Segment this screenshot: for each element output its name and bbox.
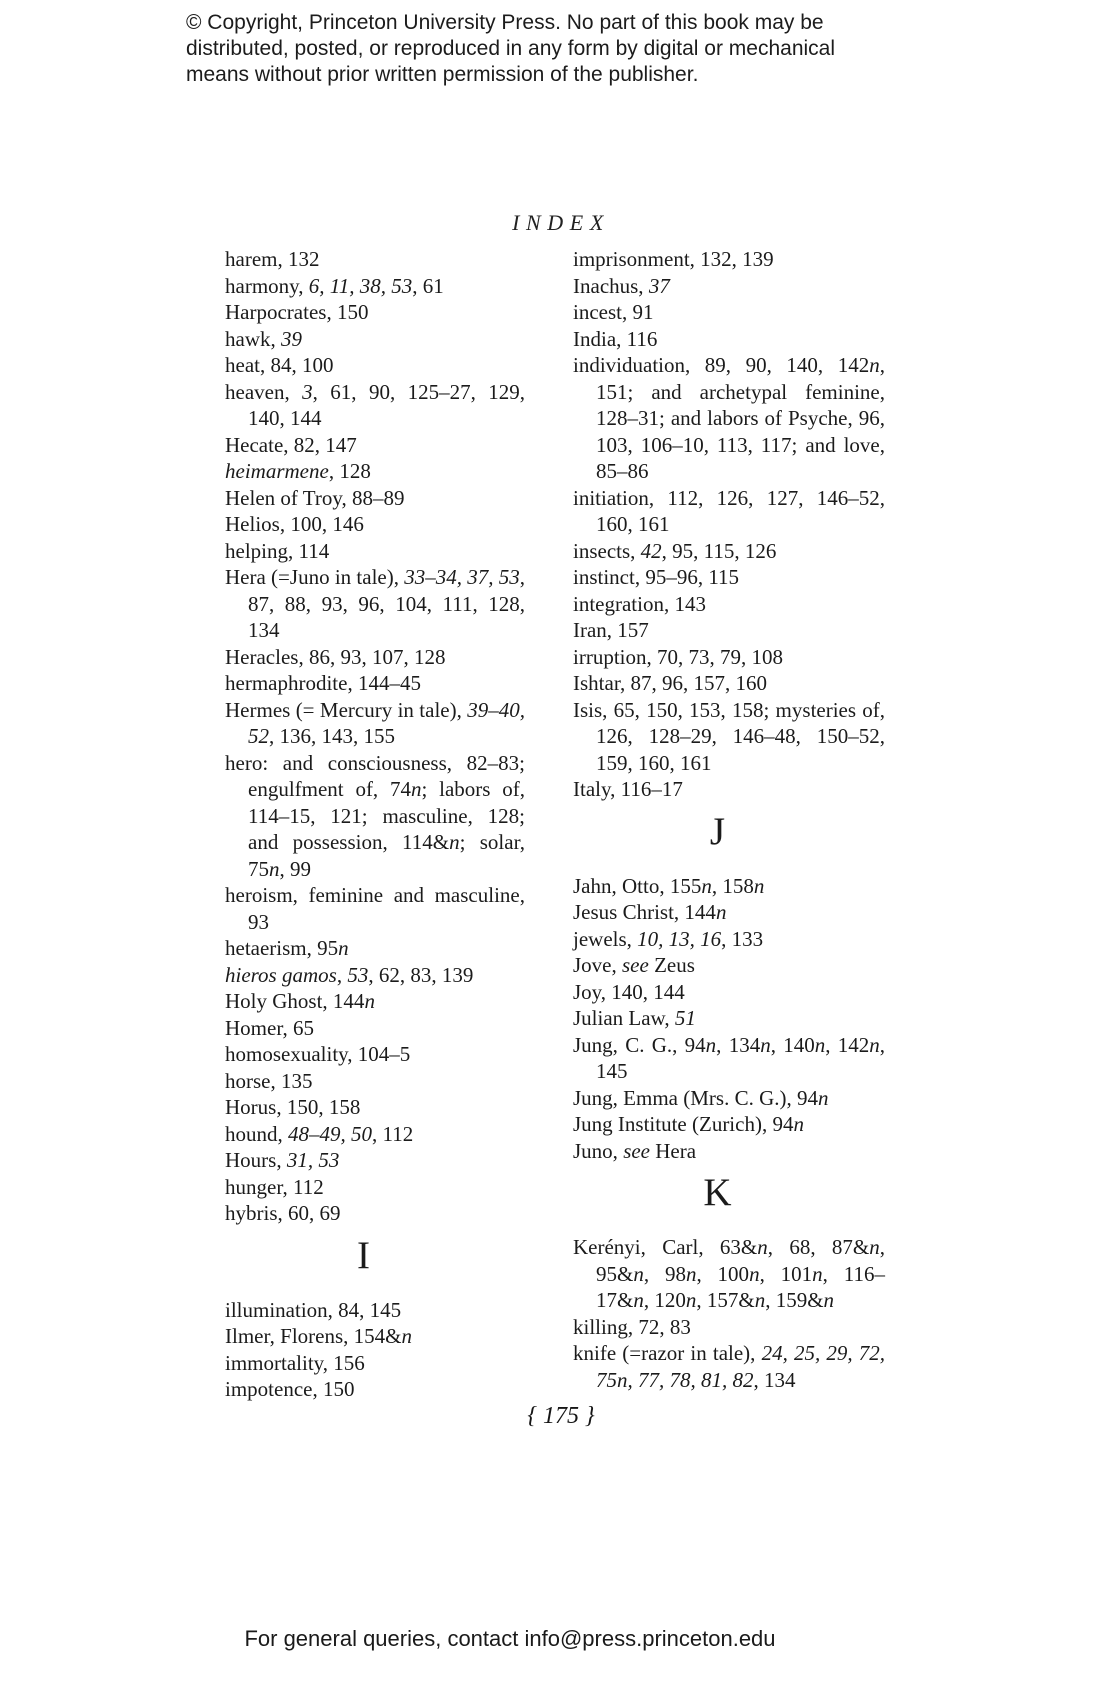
entry-text-italic: 39	[281, 326, 302, 351]
entry-text: Horus, 150, 158	[225, 1095, 361, 1119]
index-entry	[573, 1005, 885, 1032]
entry-text: imprisonment, 132, 139	[573, 247, 774, 271]
entry-text: Jove,	[573, 953, 622, 977]
index-entry	[573, 1032, 885, 1085]
index-entry	[573, 299, 885, 326]
index-entry	[225, 882, 525, 935]
entry-text: Inachus,	[573, 273, 649, 298]
index-entry	[225, 246, 525, 273]
entry-text: Harpocrates, 150	[225, 300, 369, 324]
entry-text: Jung Institute (Zurich), 94	[573, 1112, 794, 1136]
index-entry	[573, 1340, 885, 1393]
entry-text: , 116–17&	[596, 1261, 885, 1312]
index-entry	[225, 1200, 525, 1227]
index-entry	[573, 246, 885, 273]
index-entry	[573, 952, 885, 979]
entry-text: immortality, 156	[225, 1350, 365, 1375]
index-entry	[225, 935, 525, 962]
entry-text: hetaerism, 95	[225, 936, 339, 960]
index-entry	[573, 873, 885, 900]
section-letter: J	[709, 809, 726, 853]
index-entry	[573, 776, 885, 803]
entry-text: Ilmer, Florens, 154&	[225, 1324, 402, 1348]
entry-text: impotence, 150	[225, 1377, 355, 1401]
index-entry	[573, 1234, 885, 1314]
entry-text: ; labors of, 114–15, 121; masculine, 128; and possession, 114&	[248, 777, 525, 854]
index-entry	[225, 1041, 525, 1068]
entry-text: incest, 91	[573, 300, 654, 324]
entry-text-italic: n	[449, 830, 460, 854]
entry-text: Helen of Troy, 88–89	[225, 485, 405, 510]
entry-text: Hecate, 82, 147	[225, 432, 357, 457]
index-entry	[573, 979, 885, 1006]
index-entry	[225, 485, 525, 512]
entry-text-italic: 3	[302, 379, 313, 404]
entry-text-italic: see	[622, 953, 649, 977]
entry-text: Holy Ghost, 144	[225, 989, 365, 1013]
entry-text-italic: n	[869, 1032, 880, 1057]
index-entry	[225, 644, 525, 671]
entry-text-italic: 37	[648, 273, 670, 298]
entry-text: , 145	[596, 1032, 886, 1083]
index-entry	[573, 617, 885, 644]
entry-text: ; solar, 75	[248, 830, 525, 881]
index-entry	[225, 697, 525, 750]
entry-text-italic: 31, 53	[286, 1148, 340, 1172]
entry-text: , 98	[643, 1261, 686, 1286]
index-entry	[573, 273, 885, 300]
index-entry	[225, 458, 525, 485]
entry-text-italic: n	[410, 777, 422, 801]
entry-text: hybris, 60, 69	[225, 1201, 341, 1225]
entry-text-italic: n	[401, 1324, 412, 1348]
copyright-line: distributed, posted, or reproduced in any form by digital or mechanical	[186, 37, 836, 60]
entry-text: , 133	[721, 926, 764, 951]
index-entry	[225, 670, 525, 697]
index-entry	[225, 962, 525, 989]
entry-text: , 120	[643, 1288, 686, 1312]
entry-text: , 134	[753, 1367, 796, 1392]
entry-text: , 99	[279, 856, 311, 881]
entry-text: homosexuality, 104–5	[225, 1042, 411, 1066]
index-heading: INDEX	[512, 210, 610, 235]
entry-text: , 61, 90, 125–27, 129, 140, 144	[248, 379, 525, 430]
entry-text: Iran, 157	[573, 618, 649, 642]
entry-text: Isis, 65, 150, 153, 158; mysteries of, 126, 128–29, 146–48, 150–52, 159, 160, 161	[573, 697, 885, 775]
entry-text-italic: 53	[347, 962, 369, 987]
entry-text: , 68, 87&	[767, 1235, 870, 1259]
section-letter: I	[357, 1233, 370, 1277]
entry-text: , 151; and archetypal feminine, 128–31; and labors of Psyche, 96, 103, 106–10, 113, 117; and love, 85–86	[596, 353, 885, 483]
entry-text-italic: n	[757, 1235, 768, 1259]
entry-text-italic: n	[715, 900, 727, 924]
index-entry	[225, 1015, 525, 1042]
entry-text-italic: n	[338, 936, 349, 960]
entry-text: Zeus	[648, 953, 695, 977]
index-entry	[573, 926, 885, 953]
entry-text: hermaphrodite, 144–45	[225, 671, 421, 695]
entry-text-italic: n	[685, 1288, 697, 1312]
copyright-line: © Copyright, Princeton University Press. No part of this book may be	[186, 11, 824, 34]
index-entry	[225, 988, 525, 1015]
entry-text: , 112	[372, 1121, 414, 1146]
index-entry	[573, 697, 885, 777]
entry-text: heat, 84, 100	[225, 353, 334, 377]
entry-text-italic: 6, 11, 38, 53	[308, 273, 413, 298]
index-entry	[225, 1297, 525, 1324]
entry-text: hunger, 112	[225, 1174, 324, 1199]
index-column-left	[225, 246, 525, 1403]
index-entry	[573, 899, 885, 926]
entry-text: Homer, 65	[225, 1015, 314, 1040]
entry-text: Julian Law,	[573, 1006, 675, 1030]
entry-text-italic: n	[364, 989, 375, 1013]
index-entry	[225, 1068, 525, 1095]
entry-text-italic: see	[623, 1138, 651, 1163]
entry-text: , 140	[770, 1032, 815, 1057]
entry-text: , 95, 115, 126	[661, 538, 777, 563]
entry-text: Jung, C. G., 94	[573, 1032, 706, 1057]
entry-text: Jesus Christ, 144	[573, 900, 716, 924]
index-entry	[573, 1085, 885, 1112]
entry-text: , 159&	[765, 1288, 824, 1312]
index-entry	[573, 352, 885, 485]
entry-text: horse, 135	[225, 1068, 313, 1093]
entry-text-italic: n	[705, 1032, 717, 1057]
index-entry	[225, 273, 525, 300]
index-entry	[573, 538, 885, 565]
entry-text: Kerényi, Carl, 63&	[573, 1235, 758, 1259]
entry-text-italic: n	[701, 873, 712, 898]
entry-text: , 100	[696, 1261, 750, 1286]
entry-text: integration, 143	[573, 591, 706, 616]
entry-text: India, 116	[573, 326, 658, 351]
entry-text: Italy, 116–17	[573, 777, 683, 801]
copyright-notice	[186, 10, 876, 88]
entry-text-italic: 42	[640, 538, 662, 563]
entry-text-italic: n	[793, 1112, 804, 1136]
entry-text: illumination, 84, 145	[225, 1297, 402, 1322]
entry-text: Juno,	[573, 1138, 624, 1163]
entry-text: , 87, 88, 93, 96, 104, 111, 128, 134	[248, 565, 525, 642]
entry-text: , 62, 83, 139	[368, 962, 474, 987]
entry-text-italic: 48–49, 50	[288, 1121, 372, 1146]
entry-text: helping, 114	[225, 538, 330, 563]
entry-text-italic: heimarmene	[225, 459, 329, 483]
index-entry	[225, 1350, 525, 1377]
entry-text-italic: n	[818, 1085, 829, 1110]
entry-text: initiation, 112, 126, 127, 146–52, 160, 161	[573, 485, 885, 536]
entry-text-italic: n	[760, 1032, 771, 1057]
index-entry	[573, 1138, 885, 1165]
entry-text: , 142	[825, 1032, 870, 1057]
index-entry	[573, 564, 885, 591]
entry-text: heaven,	[225, 379, 303, 404]
entry-text: knife (=razor in tale),	[573, 1341, 762, 1365]
entry-text: jewels,	[573, 926, 638, 951]
entry-text-italic: 51	[674, 1006, 696, 1030]
entry-text: irruption, 70, 73, 79, 108	[573, 644, 783, 669]
entry-text-italic: 10, 13, 16	[637, 926, 722, 951]
entry-text-italic: 33–34, 37, 53	[404, 565, 520, 589]
index-entry	[225, 1174, 525, 1201]
entry-text: Jung, Emma (Mrs. C. G.), 94	[573, 1085, 818, 1110]
index-entry	[225, 564, 525, 644]
entry-text-italic: n	[633, 1261, 644, 1286]
entry-text: Joy, 140, 144	[573, 979, 685, 1004]
entry-text-italic: n	[814, 1032, 826, 1057]
index-entry	[573, 644, 885, 671]
index-entry	[225, 432, 525, 459]
entry-text-italic: n	[753, 873, 765, 898]
entry-text: instinct, 95–96, 115	[573, 565, 740, 589]
index-entry	[225, 1376, 525, 1403]
entry-text: Jahn, Otto, 155	[573, 873, 702, 898]
entry-text: Hours,	[225, 1148, 287, 1172]
entry-text: , 61	[412, 273, 444, 298]
entry-text: Heracles, 86, 93, 107, 128	[225, 644, 446, 669]
entry-text: Hera (=Juno in tale),	[225, 565, 405, 589]
entry-text-italic: n	[685, 1261, 697, 1286]
index-entry	[225, 379, 525, 432]
index-entry	[225, 538, 525, 565]
entry-text-italic: n	[269, 856, 280, 881]
index-entry	[225, 1323, 525, 1350]
entry-text: Hera	[650, 1138, 697, 1163]
index-entry	[225, 299, 525, 326]
entry-text: Ishtar, 87, 96, 157, 160	[573, 671, 767, 695]
index-entry	[225, 1121, 525, 1148]
section-letter: K	[703, 1171, 732, 1214]
entry-text: hound,	[225, 1121, 288, 1146]
entry-text: individuation, 89, 90, 140, 142	[573, 353, 870, 377]
index-entry	[225, 511, 525, 538]
entry-text-italic: hieros gamos	[225, 962, 337, 987]
index-entry	[573, 1111, 885, 1138]
entry-text: harem, 132	[225, 247, 320, 271]
entry-text: killing, 72, 83	[573, 1314, 691, 1339]
entry-text: heroism, feminine and masculine, 93	[225, 883, 525, 934]
copyright-line: means without prior written permission of the publisher.	[186, 63, 699, 86]
entry-text-italic: n	[869, 353, 880, 377]
index-entry	[225, 352, 525, 379]
entry-text: , 158	[711, 873, 754, 898]
footer-contact: For general queries, contact info@press.princeton.edu	[244, 1626, 776, 1651]
entry-text: hero: and consciousness, 82–83; engulfment of, 74	[225, 750, 525, 801]
entry-text: Helios, 100, 146	[225, 512, 364, 536]
entry-text-italic: n	[749, 1261, 760, 1286]
index-entry	[225, 326, 525, 353]
entry-text: , 134	[716, 1032, 761, 1057]
page-number: { 175 }	[527, 1403, 595, 1429]
entry-text-italic: n	[823, 1288, 835, 1312]
index-entry	[225, 750, 525, 883]
index-entry	[573, 1314, 885, 1341]
entry-text-italic: 24, 25, 29, 72, 75n, 77, 78, 81, 82	[596, 1341, 885, 1392]
entry-text-italic: n	[869, 1235, 880, 1259]
entry-text: harmony,	[225, 273, 309, 298]
entry-text-italic: n	[754, 1288, 766, 1312]
index-entry	[573, 326, 885, 353]
entry-text: , 128	[328, 459, 371, 483]
entry-text-italic: 39–40, 52	[248, 697, 525, 748]
entry-text: , 136, 143, 155	[269, 724, 395, 748]
index-entry	[225, 1147, 525, 1174]
index-entry	[573, 485, 885, 538]
entry-text: , 157&	[696, 1288, 755, 1312]
entry-text: , 95&	[596, 1235, 885, 1286]
entry-text-italic: n	[633, 1288, 644, 1312]
entry-text-italic: n	[812, 1261, 823, 1286]
index-entry	[573, 670, 885, 697]
entry-text: hawk,	[225, 326, 281, 351]
index-column-right	[573, 246, 885, 1393]
entry-text: insects,	[573, 538, 641, 563]
entry-text: , 101	[759, 1261, 813, 1286]
entry-text: ,	[336, 962, 348, 987]
entry-text: Hermes (= Mercury in tale),	[225, 697, 468, 722]
index-entry	[225, 1094, 525, 1121]
index-entry	[573, 591, 885, 618]
